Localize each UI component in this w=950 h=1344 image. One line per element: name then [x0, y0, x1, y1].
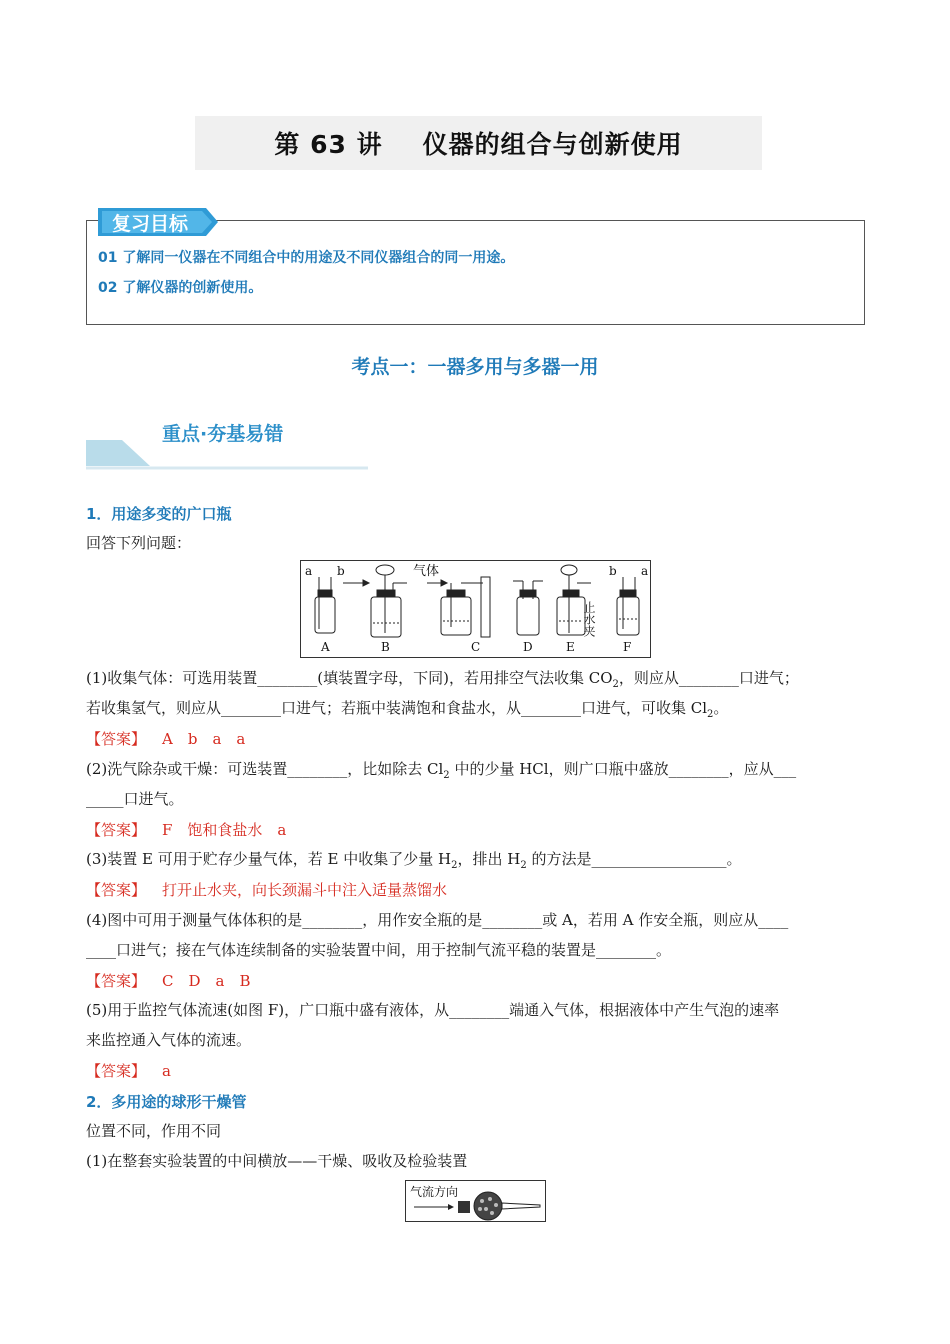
- q1-p2-line2: _____口进气。: [86, 790, 184, 808]
- lesson-name: 仪器的组合与创新使用: [422, 130, 683, 159]
- q1-intro: 回答下列问题：: [86, 534, 192, 552]
- fig-letter-a: A: [321, 640, 330, 654]
- section-title: 考点一：一器多用与多器一用: [351, 356, 599, 378]
- fig-letter-e: E: [566, 640, 575, 654]
- q1-p4-line2: ____口进气；接在气体连续制备的实验装置中间，用于控制气流平稳的装置是________。: [86, 941, 672, 959]
- fig-label-a2: a: [641, 564, 649, 578]
- fig-label-clamp: 止水夹: [582, 601, 596, 637]
- fig-letter-f: F: [623, 640, 632, 654]
- fig-letter-d: D: [523, 640, 533, 654]
- q2-line2: (1)在整套实验装置的中间横放——干燥、吸收及检验装置: [86, 1152, 468, 1170]
- q2-line1: 位置不同，作用不同: [86, 1122, 222, 1140]
- fig-label-b1: b: [337, 564, 345, 578]
- q1-p3: (3)装置 E 可用于贮存少量气体，若 E 中收集了少量 $H_2$，排出 $H_2$ 的方法是__________________。: [86, 850, 742, 871]
- q1-p5-line1: (5)用于监控气体流速(如图 F)，广口瓶中盛有液体，从________端通入气体，根据液体中产生气泡的速率: [86, 1001, 780, 1019]
- answer-4: 【答案】 C D a B: [86, 972, 251, 990]
- answer-5: 【答案】 a: [86, 1062, 171, 1080]
- q1-heading: 1．用途多变的广口瓶: [86, 505, 232, 523]
- q1-p2-line1: (2)洗气除杂或干燥：可选装置________，比如除去 $Cl_2$ 中的少量 HCl，则广口瓶中盛放________，应从___: [86, 760, 797, 781]
- fig-letter-c: C: [471, 640, 481, 654]
- q1-p5-line2: 来监控通入气体的流速。: [86, 1031, 252, 1049]
- objective-1: 01 了解同一仪器在不同组合中的用途及不同仪器组合的同一用途。: [98, 250, 515, 266]
- objective-2: 02 了解仪器的创新使用。: [98, 280, 263, 296]
- fig-label-b2: b: [609, 564, 617, 578]
- q1-p1-line2: 若收集氢气，则应从________口进气；若瓶中装满饱和食盐水，从________口进气，可收集 $Cl_2$。: [86, 699, 729, 720]
- fig-label-gas: 气体: [413, 564, 440, 579]
- lesson-number: 第 63 讲: [274, 130, 383, 159]
- answer-1: 【答案】 A b a a: [86, 730, 246, 748]
- objectives-tag-text: 复习目标: [112, 213, 189, 235]
- q1-p4-line1: (4)图中可用于测量气体体积的是________，用作安全瓶的是________或 A，若用 A 作安全瓶，则应从____: [86, 911, 789, 929]
- page-title: [195, 116, 762, 170]
- fig-label-a1: a: [305, 564, 313, 578]
- q2-heading: 2．多用途的球形干燥管: [86, 1093, 247, 1111]
- fig-letter-b: B: [381, 640, 390, 654]
- objectives-tag: [98, 206, 220, 238]
- answer-3: 【答案】 打开止水夹，向长颈漏斗中注入适量蒸馏水: [86, 881, 448, 899]
- subsection-title: 重点·夯基易错: [162, 423, 284, 445]
- bottles-figure: [300, 560, 651, 658]
- q1-p1-line1: (1)收集气体：可选用装置________(填装置字母，下同)，若用排空气法收集 $CO_2$，则应从________口进气；: [86, 669, 799, 690]
- drying-tube-figure: [405, 1180, 546, 1222]
- answer-2: 【答案】 F 饱和食盐水 a: [86, 821, 287, 839]
- airflow-label: 气流方向: [410, 1185, 459, 1199]
